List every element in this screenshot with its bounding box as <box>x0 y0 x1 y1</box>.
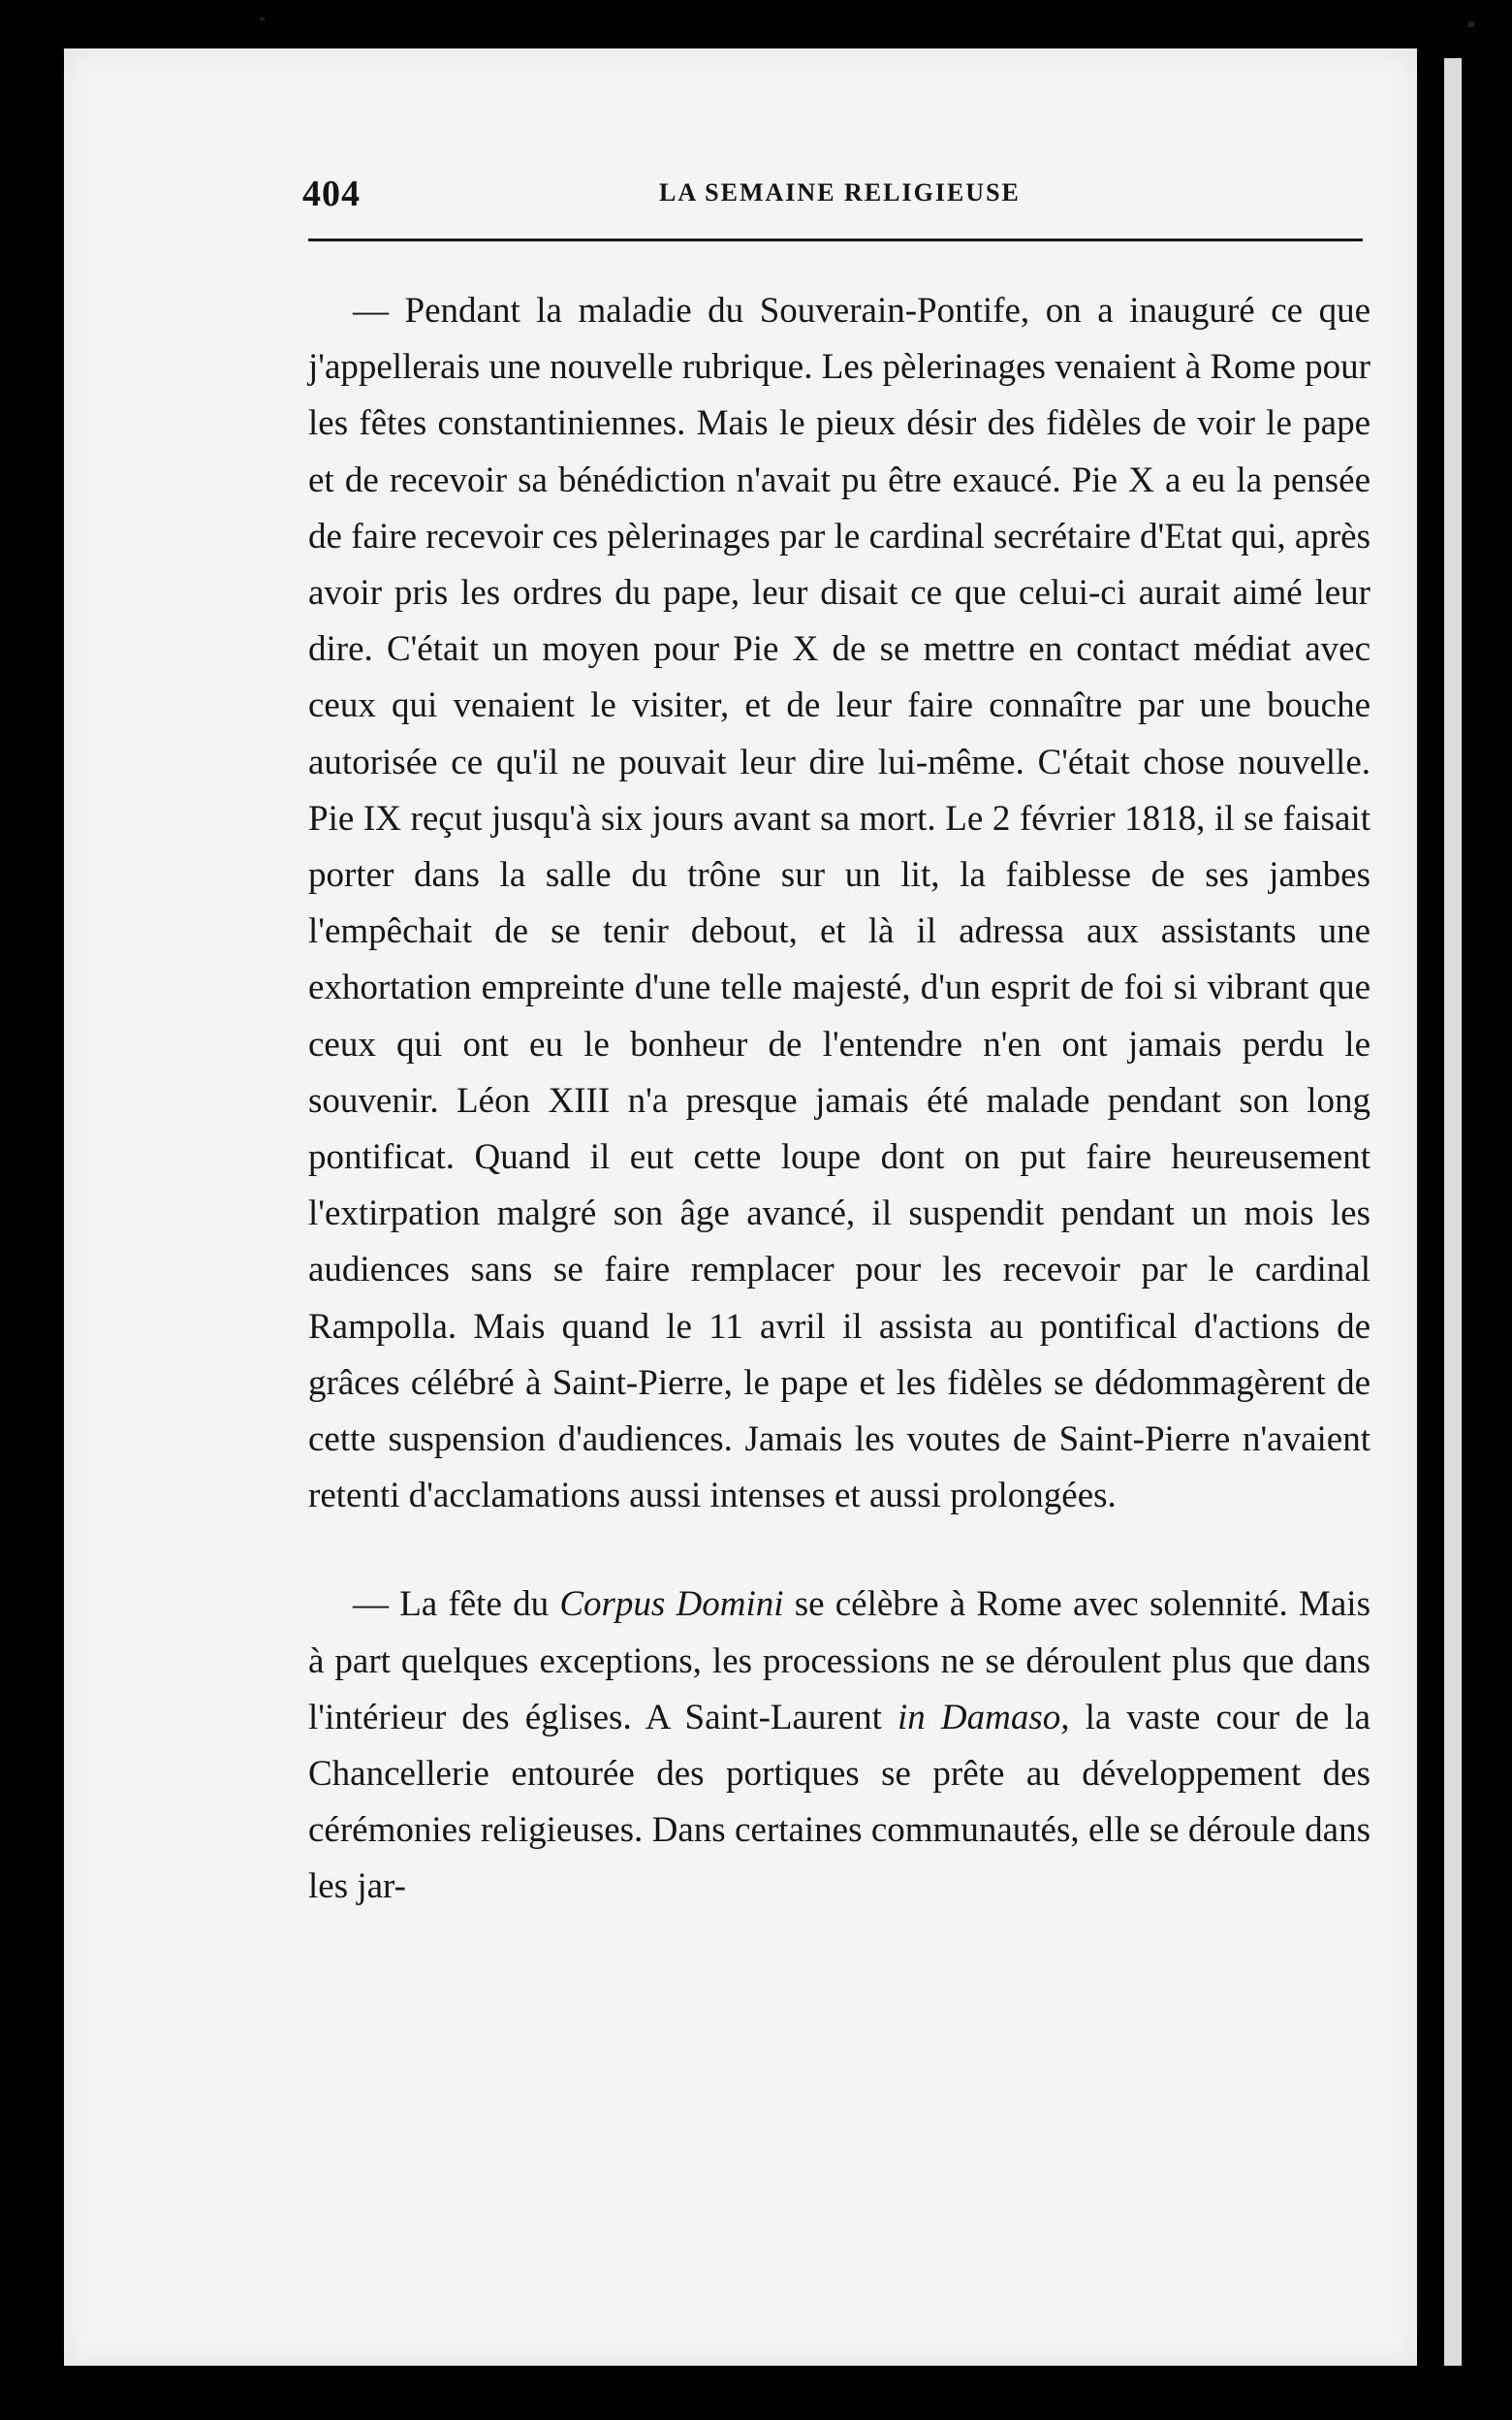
page-number: 404 <box>302 174 361 214</box>
header-rule <box>308 239 1363 241</box>
paragraph-text: — La fête du <box>353 1584 560 1625</box>
paragraph-text: la vaste cour de la Chancellerie entourée des portiques se prête au développement des cérémonies religieuses. Dans certaines communautés, elle se déroule dans les jar- <box>308 1697 1370 1907</box>
paragraph-corpus-domini <box>308 1576 1370 1915</box>
running-header <box>242 173 1367 221</box>
paragraph-text: se célèbre à Rome avec solennité. Mais à part quelques exceptions, les processions ne se déroulent plus que dans l'intérieur des églises. A Saint-Laurent <box>308 1584 1370 1737</box>
scan-speck <box>1468 21 1474 27</box>
article-body <box>308 283 1370 1916</box>
emphasized-text: in Damaso, <box>898 1697 1070 1737</box>
adjacent-page-edge <box>1444 58 1462 2366</box>
emphasized-text: Corpus Domini <box>559 1584 784 1625</box>
running-title: LA SEMAINE RELIGIEUSE <box>659 178 1021 207</box>
paragraph-pontiff-illness: — Pendant la maladie du Souverain-Pontife, on a inauguré ce que j'appellerais une nouvelle rubrique. Les pèlerinages venaient à Rome pour les fêtes constantiniennes. Mais le pieux désir des fidèles de voir le pape et de recevoir sa bénédiction n'avait pu être exaucé. Pie X a eu la pensée de faire recevoir ces pèlerinages par le cardinal secrétaire d'Etat qui, après avoir pris les ordres du pape, leur disait ce que celui-ci aurait aimé leur dire. C'était un moyen pour Pie X de se mettre en contact médiat avec ceux qui venaient le visiter, et de leur faire connaître par une bouche autorisée ce qu'il ne pouvait leur dire lui-même. C'était chose nouvelle. Pie IX reçut jusqu'à six jours avant sa mort. Le 2 février 1818, il se faisait porter dans la salle du trône sur un lit, la faiblesse de ses jambes l'empêchait de se tenir debout, et là il adressa aux assistants une exhortation empreinte d'une telle majesté, d'un esprit de foi si vibrant que ceux qui ont eu le bonheur de l'entendre n'en ont jamais perdu le souvenir. Léon XIII n'a presque jamais été malade pendant son long pontificat. Quand il eut cette loupe dont on put faire heureusement l'extirpation malgré son âge avancé, il suspendit pendant un mois les audiences sans se faire remplacer pour les recevoir par le cardinal Rampolla. Mais quand le 11 avril il assista au pontifical d'actions de grâces célébré à Saint-Pierre, le pape et les fidèles se dédommagèrent de cette suspension d'audiences. Jamais les voutes de Saint-Pierre n'avaient retenti d'acclamations aussi intenses et aussi prolongées. <box>308 291 1370 1516</box>
scan-speck <box>260 17 265 20</box>
